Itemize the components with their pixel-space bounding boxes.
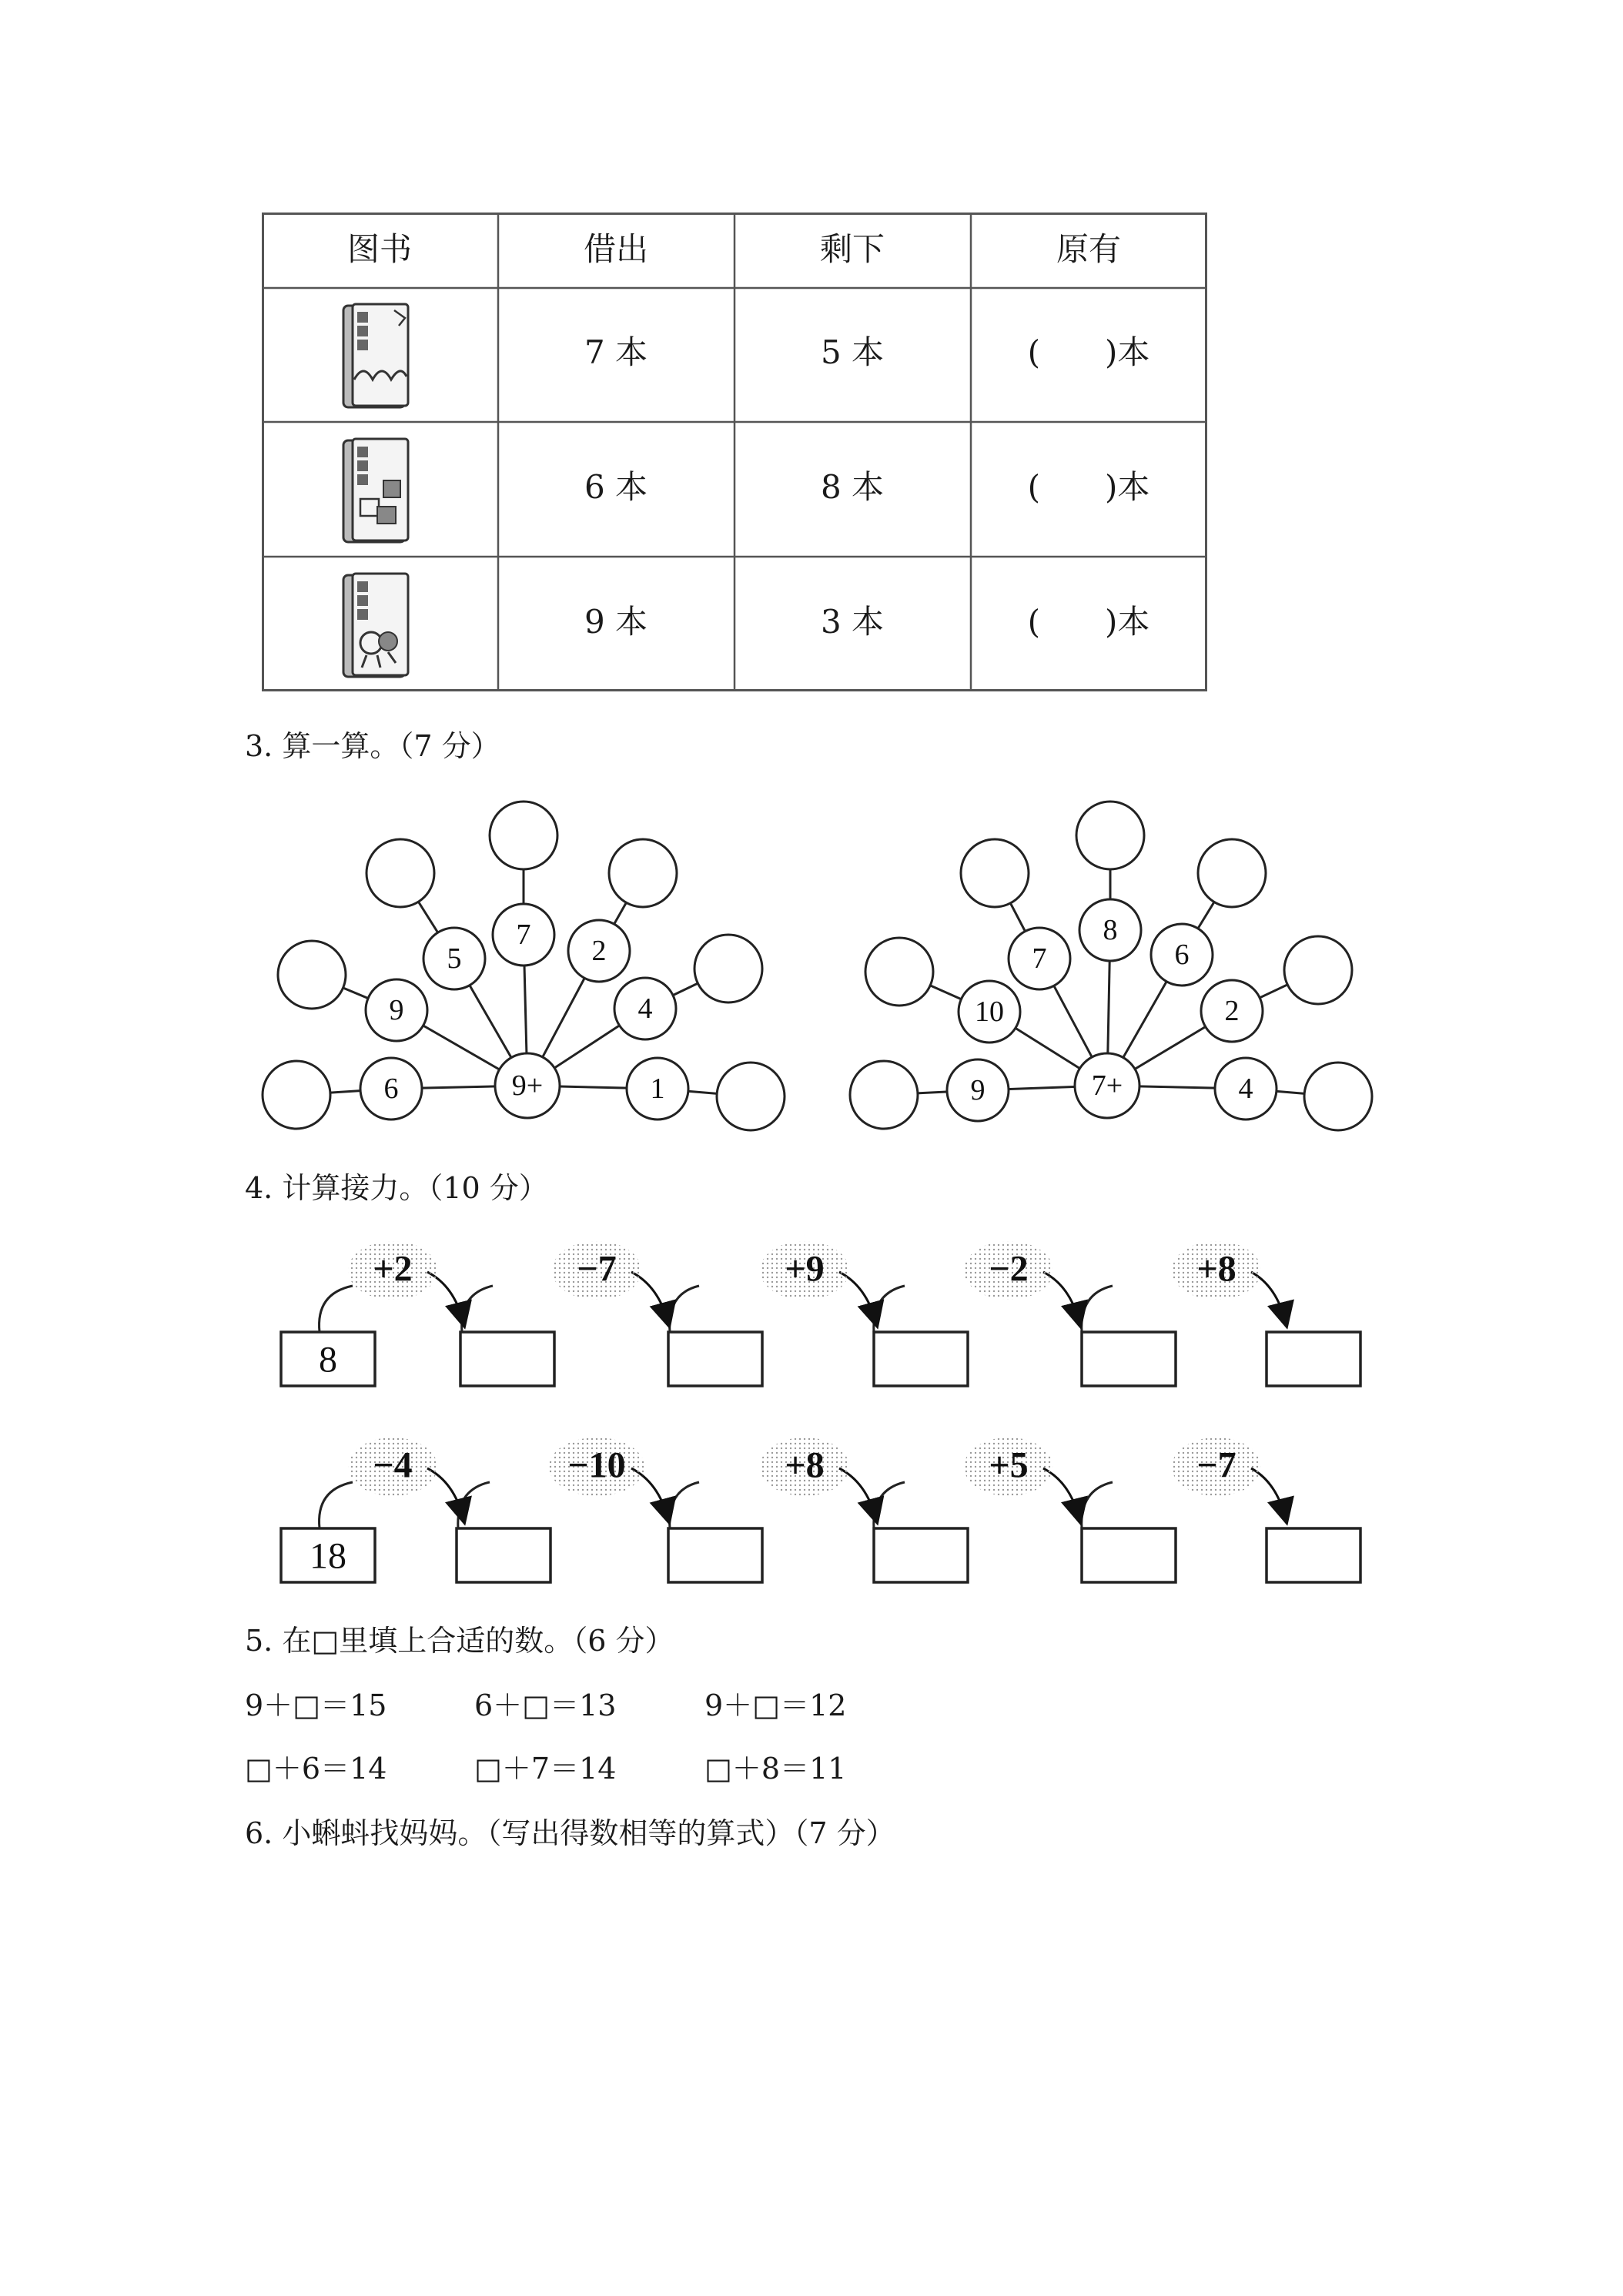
addition-fans xyxy=(254,793,1394,1147)
fan-left-num-1: 6 xyxy=(383,1073,399,1105)
chain-1-op-5: +8 xyxy=(1196,1248,1236,1290)
chain-2-op-5: −7 xyxy=(1196,1444,1236,1486)
equation: 6＋□＝13 xyxy=(474,1689,617,1722)
equation-row-1 xyxy=(245,1691,1169,1725)
fan-right-num-6: 2 xyxy=(1224,995,1240,1027)
chain-2-start: 18 xyxy=(310,1535,346,1577)
equation: □＋6＝14 xyxy=(245,1752,387,1786)
chain-1-op-2: −7 xyxy=(577,1248,617,1290)
fan-left-num-2: 9 xyxy=(389,994,404,1026)
picture-book-icon xyxy=(343,304,408,407)
animal-book-icon xyxy=(343,574,408,677)
row1-original: ( )本 xyxy=(1027,333,1150,371)
calc-chains xyxy=(262,1224,1386,1594)
row1-left: 5 本 xyxy=(820,333,885,371)
section5-title: 5. 在□里填上合适的数。（6 分） xyxy=(245,1624,674,1658)
fan-right xyxy=(850,802,1372,1130)
equation: □＋7＝14 xyxy=(474,1752,617,1786)
fan-right-num-7: 4 xyxy=(1238,1073,1253,1105)
fan-right-center: 7+ xyxy=(1091,1069,1123,1102)
fan-left-num-3: 5 xyxy=(447,942,462,975)
row3-lent: 9 本 xyxy=(584,603,648,641)
chain-1-op-4: −2 xyxy=(989,1248,1029,1290)
fan-left-num-4: 7 xyxy=(516,919,531,951)
fan-left-num-7: 1 xyxy=(650,1073,665,1105)
fan-right-num-1: 9 xyxy=(970,1074,986,1106)
fan-right-num-4: 8 xyxy=(1103,914,1118,946)
chain-2-op-2: −10 xyxy=(567,1444,626,1486)
fan-left-num-6: 4 xyxy=(637,992,653,1025)
fan-left xyxy=(263,802,785,1130)
equation: 9＋□＝15 xyxy=(245,1689,387,1722)
section4-title: 4. 计算接力。（10 分） xyxy=(245,1171,548,1205)
chain-1-op-3: +9 xyxy=(785,1248,825,1290)
section6-title: 6. 小蝌蚪找妈妈。（写出得数相等的算式）（7 分） xyxy=(245,1816,895,1850)
fan-right-num-3: 7 xyxy=(1032,942,1047,975)
row3-original: ( )本 xyxy=(1027,603,1150,641)
header-book: 图书 xyxy=(346,230,413,268)
book-table xyxy=(262,213,1207,691)
header-left: 剩下 xyxy=(819,230,885,268)
row2-original: ( )本 xyxy=(1027,468,1150,506)
equation: □＋8＝11 xyxy=(704,1752,847,1786)
fan-left-num-5: 2 xyxy=(591,935,607,967)
chain-2 xyxy=(281,1438,1360,1582)
header-original: 原有 xyxy=(1056,230,1122,268)
row1-lent: 7 本 xyxy=(584,333,648,371)
chain-1-start: 8 xyxy=(319,1339,337,1381)
literacy-book-icon xyxy=(343,439,408,542)
equation-row-2 xyxy=(245,1754,1169,1788)
fan-left-center: 9+ xyxy=(511,1069,544,1102)
chain-2-op-3: +8 xyxy=(785,1444,825,1486)
row2-left: 8 本 xyxy=(820,468,885,506)
chain-2-op-4: +5 xyxy=(989,1444,1029,1486)
chain-1-op-1: +2 xyxy=(373,1248,413,1290)
fan-right-num-2: 10 xyxy=(975,996,1004,1028)
row3-left: 3 本 xyxy=(820,603,885,641)
section3-title: 3. 算一算。（7 分） xyxy=(245,729,500,763)
header-lent: 借出 xyxy=(583,230,649,268)
chain-2-op-1: −4 xyxy=(373,1444,413,1486)
fan-right-num-5: 6 xyxy=(1174,939,1190,971)
equation: 9＋□＝12 xyxy=(704,1689,847,1722)
chain-1 xyxy=(281,1241,1360,1386)
row2-lent: 6 本 xyxy=(584,468,648,506)
